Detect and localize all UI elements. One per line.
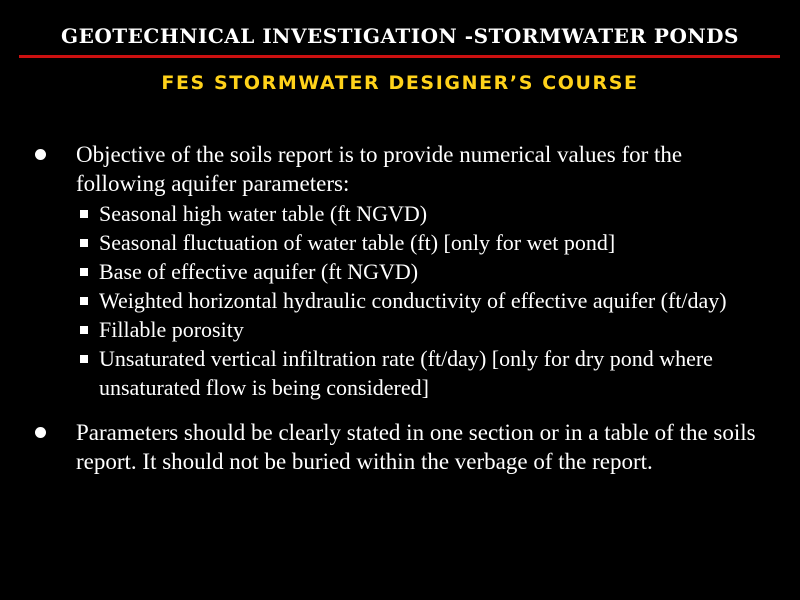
bullet-text: Objective of the soils report is to provide numerical values for the following aquifer parameters: [76,142,683,196]
spacer [0,402,800,418]
square-bullet-icon [80,239,88,247]
sub-list-item [76,199,770,228]
sub-item-text: Seasonal fluctuation of water table (ft) [only for wet pond] [99,230,616,255]
square-bullet-icon [80,210,88,218]
square-bullet-icon [80,355,88,363]
bullet-text: Parameters should be clearly stated in one section or in a table of the soils report. It should not be buried within the verbage of the report. [76,420,756,474]
bullet-item-parameters [0,418,800,476]
sub-item-text: Unsaturated vertical infiltration rate (ft/day) [only for dry pond where unsaturated flow is being considered] [99,346,713,400]
sub-item-text: Fillable porosity [99,317,244,342]
slide-title: GEOTECHNICAL INVESTIGATION -STORMWATER PONDS [61,24,739,48]
sub-list-item [76,344,770,402]
square-bullet-icon [80,326,88,334]
sub-list-item [76,315,770,344]
bullet-item-objective [0,140,800,402]
sub-item-text: Seasonal high water table (ft NGVD) [99,201,428,226]
sub-item-text: Weighted horizontal hydraulic conductivity of effective aquifer (ft/day) [99,288,727,313]
slide-body [0,140,800,476]
bullet-circle-icon [35,427,46,438]
sub-item-text: Base of effective aquifer (ft NGVD) [99,259,419,284]
bullet-circle-icon [35,149,46,160]
course-subtitle: FES STORMWATER DESIGNER’S COURSE [161,72,639,94]
square-bullet-icon [80,297,88,305]
sub-list-item [76,228,770,257]
sub-list-item [76,286,770,315]
title-divider [19,55,780,58]
parameter-list [76,199,770,402]
square-bullet-icon [80,268,88,276]
sub-list-item [76,257,770,286]
